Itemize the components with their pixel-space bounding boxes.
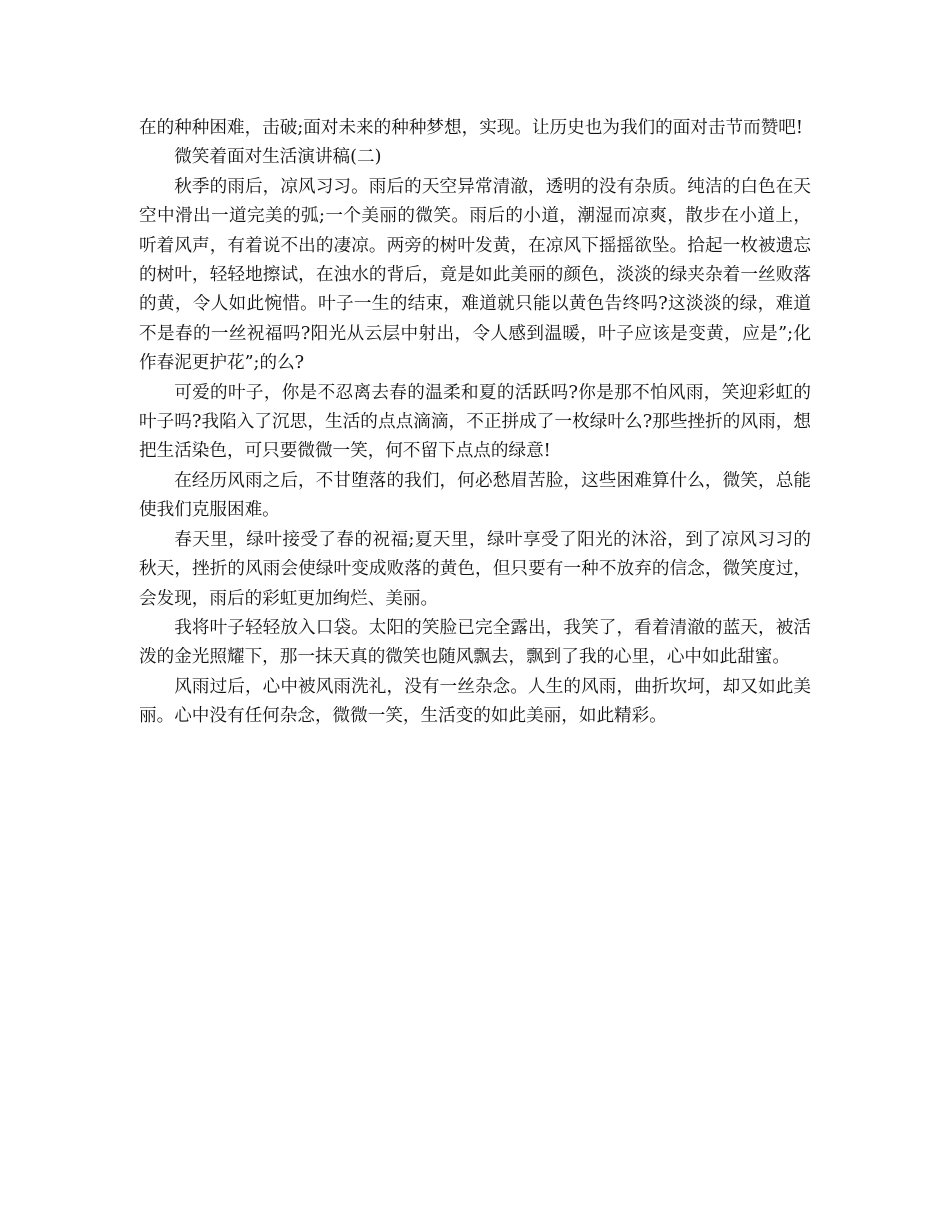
body-paragraph: 风雨过后，心中被风雨洗礼，没有一丝杂念。人生的风雨，曲折坎坷，却又如此美丽。心中没有任何杂念，微微一笑，生活变的如此美丽，如此精彩。: [139, 676, 811, 727]
body-paragraph: 春天里，绿叶接受了春的祝福;夏天里，绿叶享受了阳光的沐浴，到了凉风习习的秋天，挫折的风雨会使绿叶变成败落的黄色，但只要有一种不放弃的信念，微笑度过，会发现，雨后的彩虹更加绚烂、美丽。: [139, 529, 811, 609]
body-paragraph: 秋季的雨后，凉风习习。雨后的天空异常清澈，透明的没有杂质。纯洁的白色在天空中滑出一道完美的弧;一个美丽的微笑。雨后的小道，潮湿而凉爽，散步在小道上，听着风声，有着说不出的凄凉。两旁的树叶发黄，在凉风下摇摇欲坠。拾起一枚被遗忘的树叶，轻轻地擦试，在浊水的背后，竟是如此美丽的颜色，淡淡的绿夹杂着一丝败落的黄，令人如此惋惜。叶子一生的结束，难道就只能以黄色告终吗?这淡淡的绿，难道不是春的一丝祝福吗?阳光从云层中射出，令人感到温暖，叶子应该是变黄，应是”;化作春泥更护花”;的么?: [139, 176, 811, 374]
continuation-paragraph: 在的种种困难，击破;面对未来的种种梦想，实现。让历史也为我们的面对击节而赞吧!: [139, 118, 803, 138]
document-page: [139, 114, 811, 732]
body-paragraph: 我将叶子轻轻放入口袋。太阳的笑脸已完全露出，我笑了，看着清澈的蓝天，被活泼的金光照耀下，那一抹天真的微笑也随风飘去，飘到了我的心里，心中如此甜蜜。: [139, 617, 811, 668]
body-paragraph: 在经历风雨之后，不甘堕落的我们，何必愁眉苦脸，这些困难算什么，微笑，总能使我们克服困难。: [139, 470, 811, 521]
body-paragraph: 可爱的叶子，你是不忍离去春的温柔和夏的活跃吗?你是那不怕风雨，笑迎彩虹的叶子吗?我陷入了沉思，生活的点点滴滴，不正拼成了一枚绿叶么?那些挫折的风雨，想把生活染色，可只要微微一笑，何不留下点点的绿意!: [139, 382, 811, 462]
section-title: 微笑着面对生活演讲稿(二): [174, 147, 382, 168]
